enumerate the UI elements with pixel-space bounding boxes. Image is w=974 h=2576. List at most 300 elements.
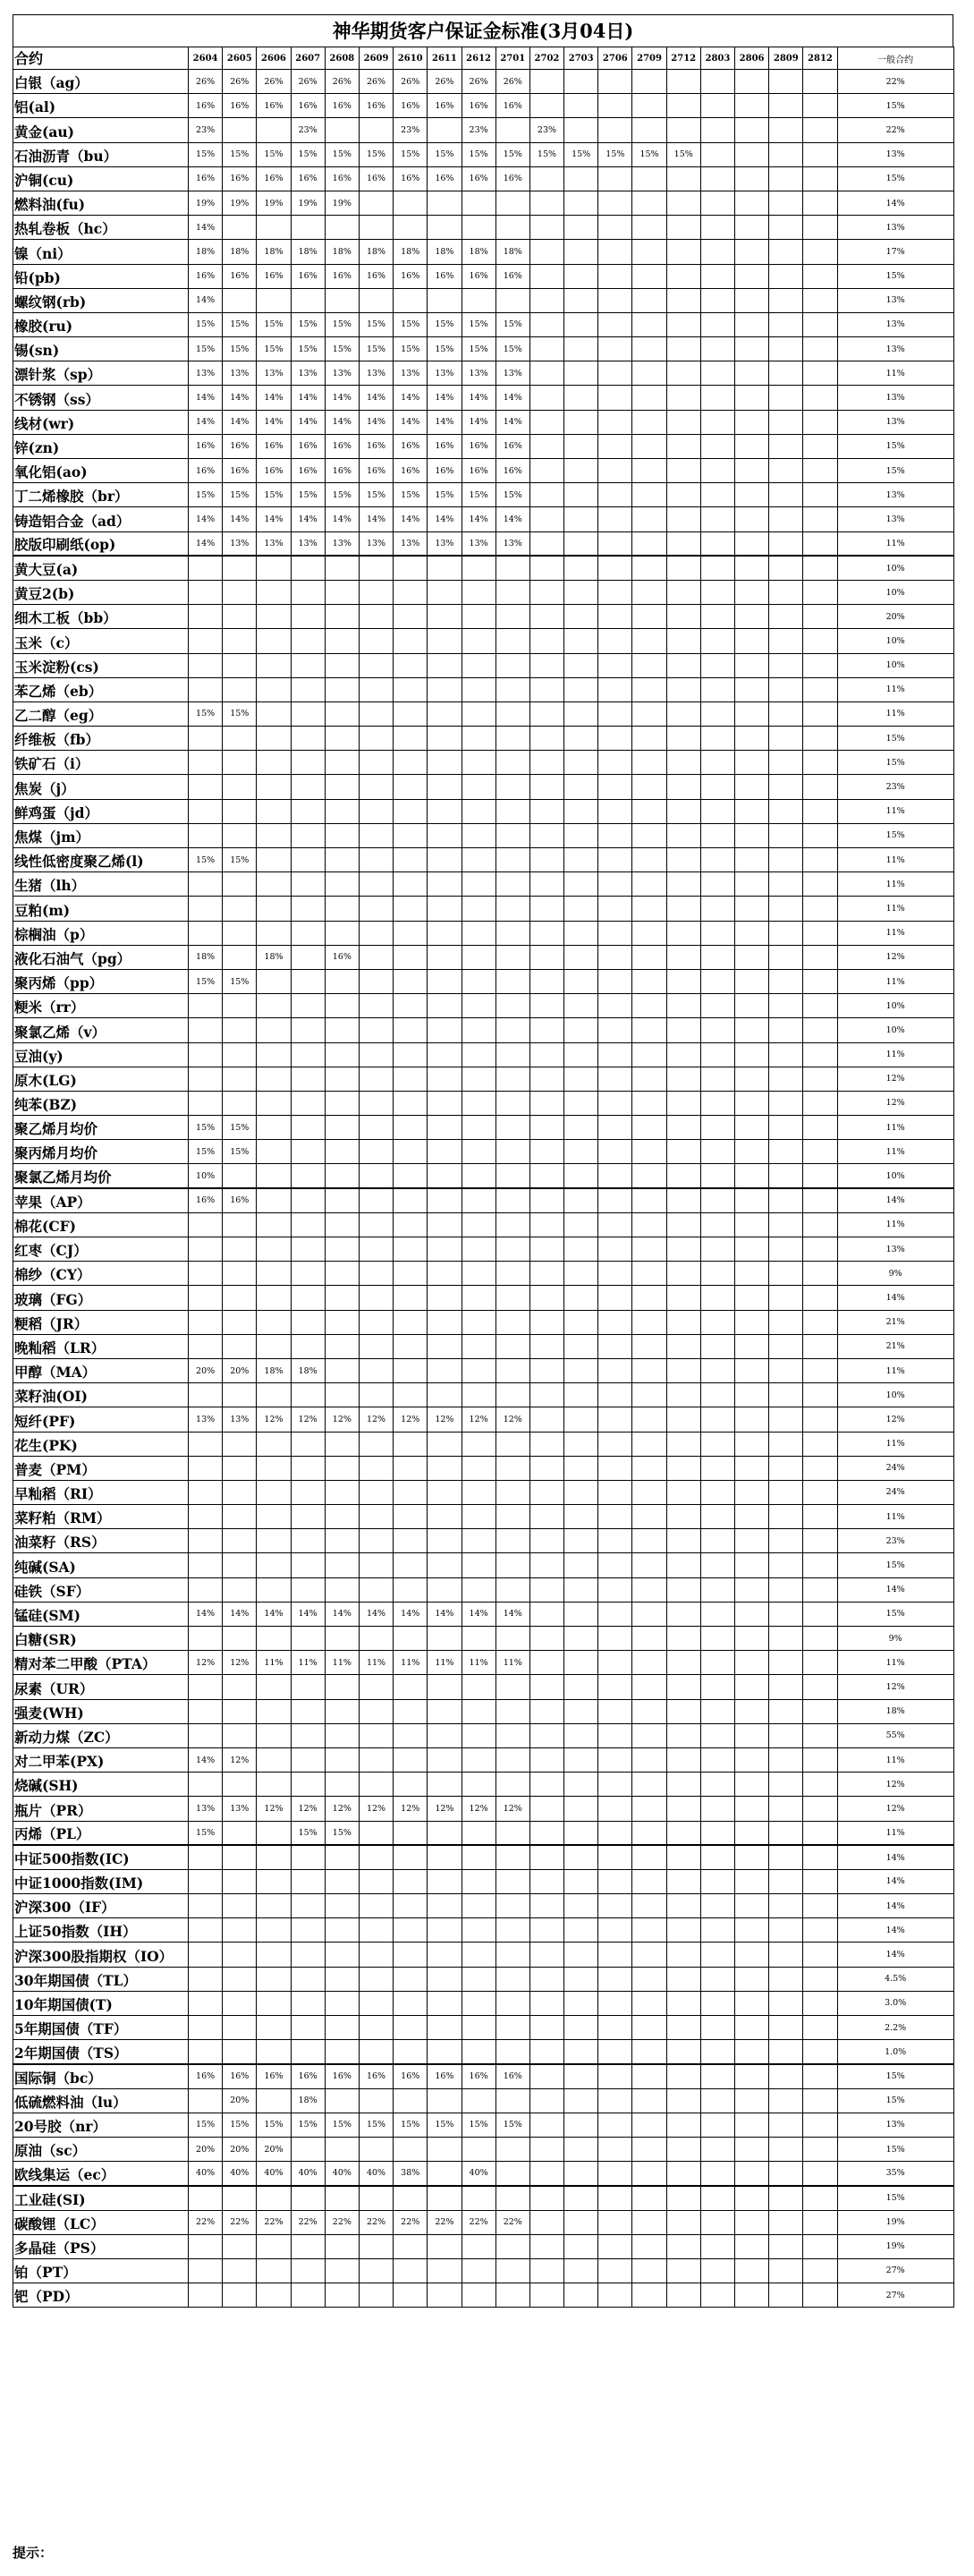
contract-name: 国际铜（bc）: [13, 2064, 189, 2088]
table-row: [13, 2234, 954, 2258]
margin-cell: [394, 1821, 428, 1845]
margin-cell: [769, 1188, 803, 1212]
margin-cell: [735, 1747, 769, 1772]
note-text: 提示：: [13, 2545, 54, 2561]
general-margin: 11%: [837, 677, 953, 701]
margin-cell: [529, 1675, 563, 1699]
margin-cell: [462, 580, 495, 604]
margin-cell: [769, 897, 803, 921]
margin-cell: [564, 216, 598, 240]
margin-cell: [359, 1383, 393, 1407]
contract-name: 多晶硅（PS）: [13, 2234, 189, 2258]
margin-cell: [529, 434, 563, 458]
margin-cell: [564, 969, 598, 993]
margin-cell: [700, 410, 734, 434]
margin-cell: [598, 605, 632, 629]
margin-cell: [564, 799, 598, 823]
margin-cell: [769, 2040, 803, 2064]
margin-cell: [666, 459, 700, 483]
margin-cell: [564, 1407, 598, 1432]
margin-cell: 40%: [223, 2162, 257, 2186]
margin-cell: [666, 1067, 700, 1091]
margin-cell: [564, 531, 598, 556]
margin-cell: [666, 823, 700, 847]
table-row: [13, 240, 954, 264]
margin-cell: 13%: [223, 361, 257, 386]
margin-cell: [564, 2040, 598, 2064]
margin-cell: [735, 1091, 769, 1115]
margin-cell: 14%: [189, 1602, 223, 1626]
margin-cell: 18%: [359, 240, 393, 264]
margin-cell: 16%: [495, 166, 529, 191]
margin-cell: [428, 872, 462, 897]
margin-cell: [359, 1140, 393, 1164]
margin-cell: [325, 969, 359, 993]
general-margin: 11%: [837, 1042, 953, 1067]
margin-cell: [769, 1383, 803, 1407]
margin-cell: [803, 1627, 837, 1651]
margin-cell: 14%: [325, 507, 359, 531]
margin-cell: [598, 556, 632, 580]
margin-cell: [428, 823, 462, 847]
margin-cell: [189, 1212, 223, 1237]
margin-cell: [495, 118, 529, 142]
margin-cell: [462, 1869, 495, 1893]
margin-cell: [700, 872, 734, 897]
margin-cell: [803, 1602, 837, 1626]
contract-name: 铅(pb): [13, 264, 189, 288]
margin-cell: 22%: [257, 2210, 291, 2234]
contract-name: 线性低密度聚乙烯(l): [13, 848, 189, 872]
general-margin: 15%: [837, 459, 953, 483]
header-general: 一般合约: [837, 47, 953, 70]
margin-cell: [632, 1577, 666, 1602]
margin-cell: 16%: [325, 434, 359, 458]
margin-cell: [189, 1262, 223, 1286]
margin-cell: [632, 1699, 666, 1723]
margin-cell: [394, 872, 428, 897]
margin-cell: [462, 1918, 495, 1943]
margin-cell: [257, 727, 291, 751]
margin-cell: [394, 191, 428, 215]
margin-cell: [700, 897, 734, 921]
margin-cell: [325, 1237, 359, 1262]
margin-cell: 15%: [223, 1116, 257, 1140]
margin-cell: [529, 1747, 563, 1772]
margin-cell: [564, 848, 598, 872]
margin-cell: [564, 166, 598, 191]
margin-cell: [666, 1675, 700, 1699]
margin-cell: [495, 1116, 529, 1140]
contract-name: 锰硅(SM): [13, 1602, 189, 1626]
margin-cell: [529, 1845, 563, 1869]
margin-cell: [529, 580, 563, 604]
margin-cell: [598, 1845, 632, 1869]
margin-cell: 20%: [257, 2137, 291, 2161]
margin-cell: [598, 1042, 632, 1067]
margin-cell: [598, 1651, 632, 1675]
margin-cell: [598, 216, 632, 240]
margin-cell: 18%: [257, 1358, 291, 1382]
margin-cell: [291, 848, 325, 872]
margin-cell: [632, 751, 666, 775]
margin-cell: [564, 1116, 598, 1140]
margin-cell: [394, 823, 428, 847]
margin-cell: 11%: [257, 1651, 291, 1675]
margin-cell: [735, 142, 769, 166]
margin-cell: [462, 1286, 495, 1310]
margin-cell: [325, 1845, 359, 1869]
margin-cell: 14%: [223, 1602, 257, 1626]
margin-cell: [359, 1334, 393, 1358]
margin-cell: [325, 2088, 359, 2113]
margin-cell: 16%: [189, 264, 223, 288]
margin-cell: [598, 288, 632, 312]
contract-name: 新动力煤（ZC）: [13, 1723, 189, 1747]
margin-cell: 16%: [189, 1188, 223, 1212]
margin-cell: [735, 1262, 769, 1286]
margin-cell: [428, 2088, 462, 2113]
margin-cell: [223, 629, 257, 653]
margin-cell: [462, 605, 495, 629]
margin-cell: [291, 1577, 325, 1602]
margin-cell: [325, 1869, 359, 1893]
margin-cell: [564, 1602, 598, 1626]
table-row: [13, 1797, 954, 1821]
margin-cell: [495, 1845, 529, 1869]
margin-cell: [359, 1212, 393, 1237]
margin-cell: [257, 1262, 291, 1286]
margin-cell: [700, 2064, 734, 2088]
general-margin: 24%: [837, 1480, 953, 1504]
table-row: [13, 848, 954, 872]
margin-cell: 15%: [428, 337, 462, 361]
margin-cell: [189, 1334, 223, 1358]
margin-cell: 26%: [428, 70, 462, 94]
contract-name: 粳稻（JR）: [13, 1310, 189, 1334]
contract-name: 低硫燃料油（lu）: [13, 2088, 189, 2113]
margin-cell: [666, 1432, 700, 1456]
margin-cell: [462, 2016, 495, 2040]
margin-cell: [700, 1651, 734, 1675]
contract-name: 黄豆2(b): [13, 580, 189, 604]
margin-cell: [359, 994, 393, 1018]
margin-cell: [359, 2234, 393, 2258]
table-row: [13, 1116, 954, 1140]
margin-cell: [529, 1699, 563, 1723]
margin-cell: 11%: [325, 1651, 359, 1675]
margin-cell: [803, 2016, 837, 2040]
margin-cell: 14%: [325, 386, 359, 410]
margin-cell: [394, 1869, 428, 1893]
margin-cell: [223, 1018, 257, 1042]
margin-cell: [598, 872, 632, 897]
margin-cell: [495, 775, 529, 799]
margin-cell: [666, 1091, 700, 1115]
margin-cell: [359, 701, 393, 726]
margin-cell: 15%: [495, 483, 529, 507]
margin-cell: 22%: [189, 2210, 223, 2234]
margin-cell: [257, 1140, 291, 1164]
margin-cell: [632, 1723, 666, 1747]
margin-cell: 16%: [291, 166, 325, 191]
margin-cell: [598, 1967, 632, 1991]
contract-name: 橡胶(ru): [13, 312, 189, 336]
margin-cell: [462, 1383, 495, 1407]
margin-cell: [632, 1042, 666, 1067]
margin-cell: [359, 2137, 393, 2161]
margin-cell: [700, 994, 734, 1018]
margin-cell: [325, 799, 359, 823]
margin-cell: 26%: [291, 70, 325, 94]
general-margin: 15%: [837, 264, 953, 288]
margin-cell: 14%: [359, 507, 393, 531]
general-margin: 13%: [837, 386, 953, 410]
margin-cell: 15%: [257, 337, 291, 361]
margin-cell: [632, 1773, 666, 1797]
margin-cell: [564, 337, 598, 361]
margin-cell: [632, 1334, 666, 1358]
margin-cell: 15%: [257, 483, 291, 507]
margin-cell: [291, 1116, 325, 1140]
margin-cell: [700, 1018, 734, 1042]
header-month: 2604: [189, 47, 223, 70]
margin-cell: [735, 361, 769, 386]
margin-cell: [666, 969, 700, 993]
margin-cell: 18%: [257, 945, 291, 969]
margin-cell: 12%: [359, 1797, 393, 1821]
general-margin: 14%: [837, 1943, 953, 1967]
table-row: [13, 1747, 954, 1772]
margin-cell: 16%: [462, 166, 495, 191]
margin-cell: [735, 386, 769, 410]
page-title: 神华期货客户保证金标准(3月04日): [13, 14, 953, 47]
margin-cell: [495, 2234, 529, 2258]
margin-cell: [359, 751, 393, 775]
margin-cell: [325, 1042, 359, 1067]
margin-cell: [803, 1358, 837, 1382]
margin-cell: [700, 775, 734, 799]
margin-cell: [769, 629, 803, 653]
margin-cell: [462, 2137, 495, 2161]
margin-cell: 12%: [359, 1407, 393, 1432]
margin-cell: [564, 1723, 598, 1747]
margin-cell: [529, 921, 563, 945]
margin-cell: [632, 1651, 666, 1675]
margin-cell: [291, 1553, 325, 1577]
general-margin: 13%: [837, 507, 953, 531]
margin-cell: 18%: [223, 240, 257, 264]
margin-cell: 16%: [291, 264, 325, 288]
margin-cell: [495, 556, 529, 580]
margin-cell: [735, 1577, 769, 1602]
margin-cell: [700, 1505, 734, 1529]
margin-cell: [428, 775, 462, 799]
margin-cell: 15%: [495, 337, 529, 361]
margin-cell: [495, 1334, 529, 1358]
margin-cell: [769, 142, 803, 166]
margin-cell: 22%: [325, 2210, 359, 2234]
margin-cell: [598, 1091, 632, 1115]
table-row: [13, 2283, 954, 2308]
margin-cell: [257, 1310, 291, 1334]
contract-name: 玉米（c）: [13, 629, 189, 653]
margin-cell: [564, 2016, 598, 2040]
margin-cell: [257, 1918, 291, 1943]
margin-cell: 20%: [223, 1358, 257, 1382]
margin-cell: [666, 1723, 700, 1747]
margin-cell: [257, 1773, 291, 1797]
margin-cell: [598, 1334, 632, 1358]
margin-cell: [462, 775, 495, 799]
margin-cell: [529, 1967, 563, 1991]
margin-cell: [735, 1432, 769, 1456]
margin-cell: [394, 1577, 428, 1602]
margin-cell: [564, 1286, 598, 1310]
margin-cell: [428, 288, 462, 312]
margin-cell: [359, 1262, 393, 1286]
margin-cell: [529, 1334, 563, 1358]
margin-cell: [564, 605, 598, 629]
margin-cell: 16%: [325, 2064, 359, 2088]
margin-cell: 12%: [291, 1797, 325, 1821]
margin-cell: [223, 1577, 257, 1602]
margin-cell: [325, 1286, 359, 1310]
table-row: [13, 1018, 954, 1042]
margin-cell: 13%: [257, 531, 291, 556]
table-row: [13, 1869, 954, 1893]
table-row: [13, 1432, 954, 1456]
margin-cell: [529, 1773, 563, 1797]
margin-cell: [428, 605, 462, 629]
margin-cell: [632, 677, 666, 701]
contract-name: 花生(PK): [13, 1432, 189, 1456]
margin-cell: [700, 312, 734, 336]
margin-cell: [223, 921, 257, 945]
margin-cell: [529, 166, 563, 191]
margin-cell: [666, 386, 700, 410]
margin-cell: [462, 1456, 495, 1480]
margin-cell: [803, 337, 837, 361]
margin-cell: [394, 2283, 428, 2308]
margin-cell: [325, 1262, 359, 1286]
margin-cell: 15%: [189, 483, 223, 507]
margin-cell: [257, 216, 291, 240]
header-month: 2612: [462, 47, 495, 70]
margin-cell: 13%: [189, 1407, 223, 1432]
margin-cell: [189, 1042, 223, 1067]
margin-cell: [529, 2258, 563, 2283]
margin-cell: 14%: [189, 288, 223, 312]
margin-cell: [735, 1383, 769, 1407]
contract-name: 焦炭（j）: [13, 775, 189, 799]
margin-cell: [666, 1407, 700, 1432]
margin-cell: [666, 1577, 700, 1602]
margin-cell: 16%: [359, 166, 393, 191]
margin-cell: [666, 799, 700, 823]
margin-cell: [257, 1553, 291, 1577]
contract-name: 苯乙烯（eb）: [13, 677, 189, 701]
margin-cell: [666, 872, 700, 897]
margin-cell: [700, 677, 734, 701]
margin-cell: [291, 1627, 325, 1651]
margin-cell: 14%: [462, 410, 495, 434]
table-row: [13, 1164, 954, 1188]
margin-cell: 18%: [394, 240, 428, 264]
contract-name: 焦煤（jm）: [13, 823, 189, 847]
margin-cell: [359, 1067, 393, 1091]
margin-cell: [257, 1699, 291, 1723]
margin-cell: [803, 897, 837, 921]
margin-cell: [632, 556, 666, 580]
general-margin: 21%: [837, 1310, 953, 1334]
margin-cell: [428, 2137, 462, 2161]
contract-name: 玻璃（FG）: [13, 1286, 189, 1310]
margin-cell: [462, 2283, 495, 2308]
margin-cell: 13%: [495, 531, 529, 556]
margin-cell: [632, 312, 666, 336]
margin-cell: 16%: [462, 434, 495, 458]
margin-cell: 16%: [291, 94, 325, 118]
margin-cell: [598, 1699, 632, 1723]
margin-cell: [394, 1505, 428, 1529]
margin-cell: [394, 1116, 428, 1140]
margin-cell: 26%: [223, 70, 257, 94]
margin-cell: [564, 459, 598, 483]
margin-cell: [495, 2088, 529, 2113]
margin-cell: [564, 1675, 598, 1699]
margin-cell: [632, 1967, 666, 1991]
margin-cell: [632, 1286, 666, 1310]
margin-cell: 23%: [529, 118, 563, 142]
margin-cell: [700, 1723, 734, 1747]
margin-cell: [735, 994, 769, 1018]
margin-cell: 14%: [223, 386, 257, 410]
margin-cell: [462, 1164, 495, 1188]
margin-cell: [598, 1894, 632, 1918]
margin-cell: [495, 629, 529, 653]
margin-cell: [462, 2088, 495, 2113]
margin-cell: [257, 1067, 291, 1091]
margin-cell: [735, 2210, 769, 2234]
margin-cell: [462, 216, 495, 240]
margin-cell: [223, 1067, 257, 1091]
general-margin: 13%: [837, 483, 953, 507]
margin-cell: 19%: [189, 191, 223, 215]
margin-cell: [325, 1212, 359, 1237]
margin-cell: [769, 1602, 803, 1626]
margin-cell: [700, 629, 734, 653]
margin-cell: [529, 872, 563, 897]
general-margin: 19%: [837, 2210, 953, 2234]
margin-cell: [735, 312, 769, 336]
general-margin: 12%: [837, 1773, 953, 1797]
margin-cell: [394, 1140, 428, 1164]
margin-cell: [769, 823, 803, 847]
margin-cell: [700, 727, 734, 751]
margin-cell: [223, 823, 257, 847]
margin-cell: [803, 2162, 837, 2186]
margin-cell: [598, 701, 632, 726]
margin-cell: 15%: [325, 2113, 359, 2137]
contract-name: 尿素（UR）: [13, 1675, 189, 1699]
margin-cell: [223, 1480, 257, 1504]
general-margin: 17%: [837, 240, 953, 264]
margin-cell: [495, 1699, 529, 1723]
margin-cell: [359, 945, 393, 969]
margin-cell: [223, 1894, 257, 1918]
margin-cell: [495, 2186, 529, 2210]
